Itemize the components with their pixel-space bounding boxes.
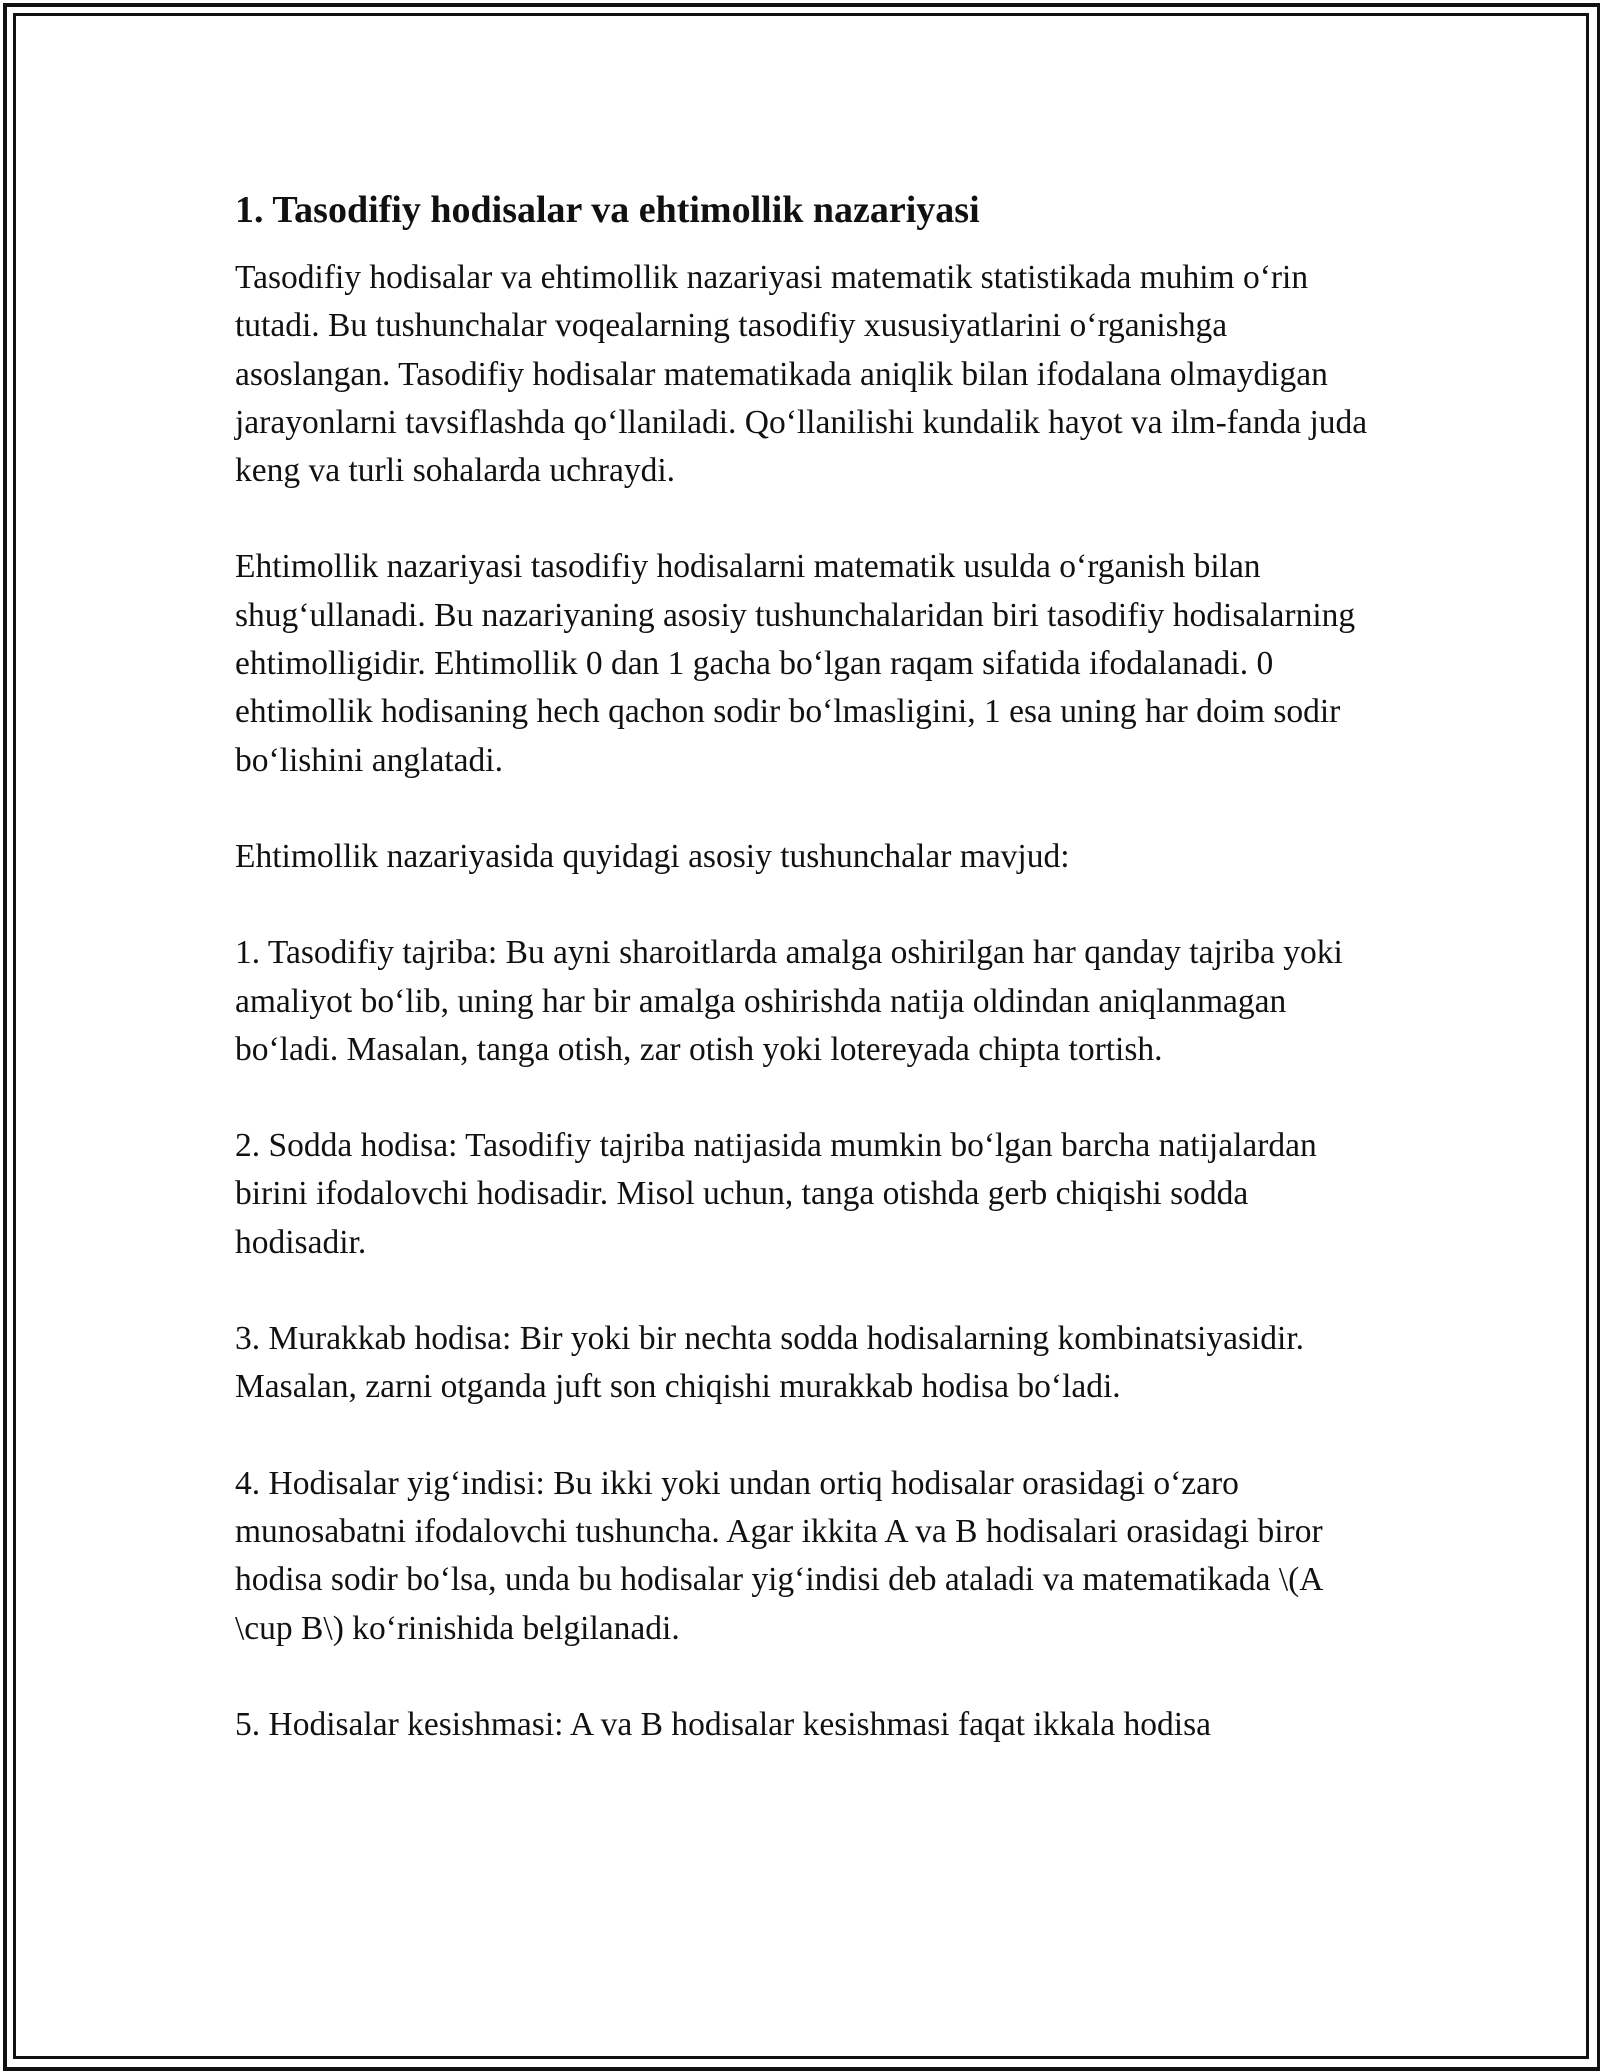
list-item-event-union: 4. Hodisalar yig‘indisi: Bu ikki yoki undan ortiq hodisalar orasidagi o‘zaro munosabatni ifodalovchi tushuncha. Agar ikkita A va B hodisalari orasidagi biror hodisa sodir bo‘lsa, unda bu hodisalar yig‘indisi deb ataladi va matematikada \(A \cup B\) ko‘rinishida belgilanadi.: [235, 1464, 1323, 1647]
list-item-simple-event: 2. Sodda hodisa: Tasodifiy tajriba natijasida mumkin bo‘lgan barcha natijalardan birini ifodalovchi hodisadir. Misol uchun, tanga otishda gerb chiqishi sodda hodisadir.: [235, 1127, 1317, 1261]
list-item-compound-event: 3. Murakkab hodisa: Bir yoki bir nechta sodda hodisalarning kombinatsiyasidir. Masalan, zarni otganda juft son chiqishi murakkab hodisa bo‘ladi.: [235, 1320, 1305, 1406]
section-heading: 1. Tasodifiy hodisalar va ehtimollik nazariyasi: [235, 189, 980, 231]
list-item-event-intersection: 5. Hodisalar kesishmasi: A va B hodisalar kesishmasi faqat ikkala hodisa: [235, 1705, 1211, 1743]
paragraph-concepts-intro: Ehtimollik nazariyasida quyidagi asosiy tushunchalar mavjud:: [235, 837, 1070, 875]
document-body: [235, 186, 1370, 1797]
list-item-random-experiment: 1. Tasodifiy tajriba: Bu ayni sharoitlarda amalga oshirilgan har qanday tajriba yoki amaliyot bo‘lib, uning har bir amalga oshirishda natija oldindan aniqlanmagan bo‘ladi. Masalan, tanga otish, zar otish yoki lotereyada chipta tortish.: [235, 934, 1343, 1068]
paragraph-intro: Tasodifiy hodisalar va ehtimollik nazariyasi matematik statistikada muhim o‘rin tutadi. Bu tushunchalar voqealarning tasodifiy xususiyatlarini o‘rganishga asoslangan. Tasodifiy hodisalar matematikada aniqlik bilan ifodalana olmaydigan jarayonlarni tavsiflashda qo‘llaniladi. Qo‘llanilishi kundalik hayot va ilm-fanda juda keng va turli sohalarda uchraydi.: [235, 259, 1368, 490]
paragraph-probability: Ehtimollik nazariyasi tasodifiy hodisalarni matematik usulda o‘rganish bilan shug‘ullanadi. Bu nazariyaning asosiy tushunchalaridan biri tasodifiy hodisalarning ehtimolligidir. Ehtimollik 0 dan 1 gacha bo‘lgan raqam sifatida ifodalanadi. 0 ehtimollik hodisaning hech qachon sodir bo‘lmasligini, 1 esa uning har doim sodir bo‘lishini anglatadi.: [235, 548, 1356, 779]
